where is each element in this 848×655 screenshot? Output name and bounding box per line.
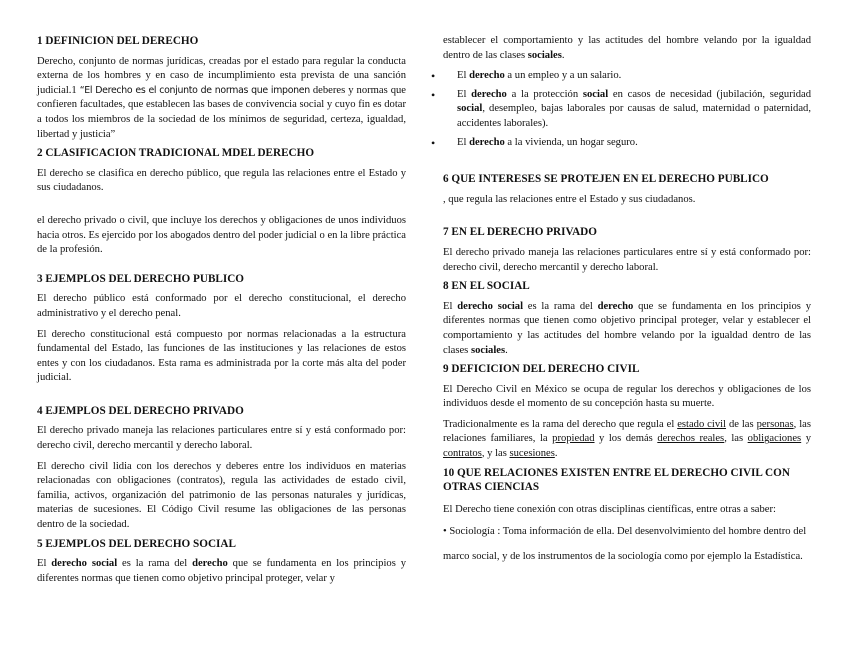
heading-social: 8 EN EL SOCIAL bbox=[443, 280, 530, 293]
paragraph-privado-maneja: El derecho privado maneja las relaciones particulares entre sí y está conformado por: derecho civil, derecho mercantil y derecho laboral. bbox=[37, 425, 406, 452]
link-sucesiones[interactable]: sucesiones bbox=[509, 448, 555, 460]
paragraph-definicion: Derecho, conjunto de normas jurídicas, creadas por el estado para regular la conducta externa de los hombres y en caso de incumplimiento esta prevista de una sanción judicial.1 “El Derecho es el conjunto de normas que imponen deberes y normas que confieren facultades, que establecen las bases de convivencia social y cuyo fin es dotar a todos los miembros de la sociedad de los mínimos de seguridad, certeza, igualdad, libertad y justicia” bbox=[37, 55, 406, 140]
link-propiedad[interactable]: propiedad bbox=[552, 433, 595, 445]
list-item: • El derecho a la vivienda, un hogar seguro. bbox=[443, 136, 811, 151]
paragraph-social-cont: establecer el comportamiento y las actitudes del hombre velando por la igualdad dentro de las clases sociales. bbox=[443, 35, 811, 61]
paragraph-privado: el derecho privado o civil, que incluye los derechos y obligaciones de unos individuos hacia otros. Es ejercido por los abogados dentro del poder judicial o en la libre práctica de la profesión. bbox=[37, 214, 406, 256]
heading-relaciones-ciencias: 10 QUE RELACIONES EXISTEN ENTRE EL DERECHO CIVIL CON OTRAS CIENCIAS bbox=[443, 466, 790, 494]
paragraph-civil-tradicional: Tradicionalmente es la rama del derecho que regula el estado civil de las personas, las relaciones familiares, la propiedad y los demás derechos reales, las obligaciones y contratos, y las sucesiones. bbox=[443, 418, 811, 460]
paragraph-marco-social: marco social, y de los instrumentos de la sociología como por ejemplo la Estadística. bbox=[443, 551, 803, 563]
link-personas[interactable]: personas bbox=[756, 418, 794, 430]
paragraph-intereses: , que regula las relaciones entre el Estado y sus ciudadanos. bbox=[443, 193, 696, 205]
heading-ejemplos-publico: 3 EJEMPLOS DEL DERECHO PUBLICO bbox=[37, 272, 245, 285]
paragraph-publico-conformado: El derecho público está conformado por el derecho constitucional, el derecho administrativo y el derecho penal. bbox=[37, 293, 406, 319]
heading-ejemplos-social: 5 EJEMPLOS DEL DERECHO SOCIAL bbox=[37, 537, 236, 550]
list-item: • El derecho a la protección social en casos de necesidad (jubilación, seguridad social, desempleo, bajas laborales por causas de salud, maternidad o paternidad, accidentes laborales). bbox=[443, 88, 811, 132]
heading-derecho-privado: 7 EN EL DERECHO PRIVADO bbox=[443, 226, 597, 239]
paragraph-constitucional: El derecho constitucional está compuesto por normas relacionadas a la estructura fundamental del Estado, las funciones de las instituciones y las relaciones de estos entes y con los ciudadanos. Esta rama es administrada por la corte más alta del poder judicial. bbox=[37, 328, 406, 384]
left-column bbox=[37, 34, 406, 586]
paragraph-civil-mexico: El Derecho Civil en México se ocupa de regular los derechos y obligaciones de los individuos desde el momento de su concepción hasta su muerte. bbox=[443, 383, 811, 410]
link-obligaciones[interactable]: obligaciones bbox=[747, 433, 802, 445]
paragraph-privado-relaciones: El derecho privado maneja las relaciones particulares entre sí y está conformado por: derecho civil, derecho mercantil y derecho laboral. bbox=[443, 246, 811, 273]
paragraph-social-def: El derecho social es la rama del derecho que se fundamenta en los principios y diferentes normas que tienen como objetivo principal proteger, velar y establecer el comportamiento y las actitudes del hombre velando por la igualdad dentro de las clases sociales. bbox=[443, 300, 811, 356]
right-column bbox=[443, 34, 811, 565]
heading-intereses-publico: 6 QUE INTERESES SE PROTEJEN EN EL DERECHO PUBLICO bbox=[443, 173, 769, 186]
paragraph-conexion: El Derecho tiene conexión con otras disciplinas científicas, entre otras a saber: bbox=[443, 503, 776, 515]
heading-definicion-civil: 9 DEFICICION DEL DERECHO CIVIL bbox=[443, 363, 640, 376]
list-item: • El derecho a un empleo y a un salario. bbox=[443, 69, 811, 84]
paragraph-sociologia: • Sociología : Toma información de ella. Del desenvolvimiento del hombre dentro del bbox=[443, 526, 807, 538]
link-estado-civil[interactable]: estado civil bbox=[677, 418, 727, 430]
paragraph-civil: El derecho civil lidia con los derechos y deberes entre los individuos en materias relacionadas con obligaciones (contratos), regula las actividades de estado civil, familia, activos, organización del patrimonio de las personas naturales y jurídicas, materias de sucesiones. El Código Civil resume las obligaciones de las personas dentro de la sociedad. bbox=[37, 460, 406, 531]
link-contratos[interactable]: contratos bbox=[443, 448, 482, 460]
rights-list bbox=[443, 69, 811, 150]
link-derechos-reales[interactable]: derechos reales bbox=[657, 433, 725, 445]
heading-clasificacion: 2 CLASIFICACION TRADICIONAL MDEL DERECHO bbox=[37, 147, 315, 160]
paragraph-publico: El derecho se clasifica en derecho público, que regula las relaciones entre el Estado y sus ciudadanos. bbox=[37, 167, 406, 194]
heading-definicion: 1 DEFINICION DEL DERECHO bbox=[37, 35, 199, 47]
paragraph-social: El derecho social es la rama del derecho que se fundamenta en los principios y diferentes normas que tienen como objetivo principal proteger, velar y bbox=[37, 558, 406, 584]
heading-ejemplos-privado: 4 EJEMPLOS DEL DERECHO PRIVADO bbox=[37, 404, 244, 417]
quote-text: “El Derecho es el conjunto de normas que imponen bbox=[79, 84, 310, 96]
